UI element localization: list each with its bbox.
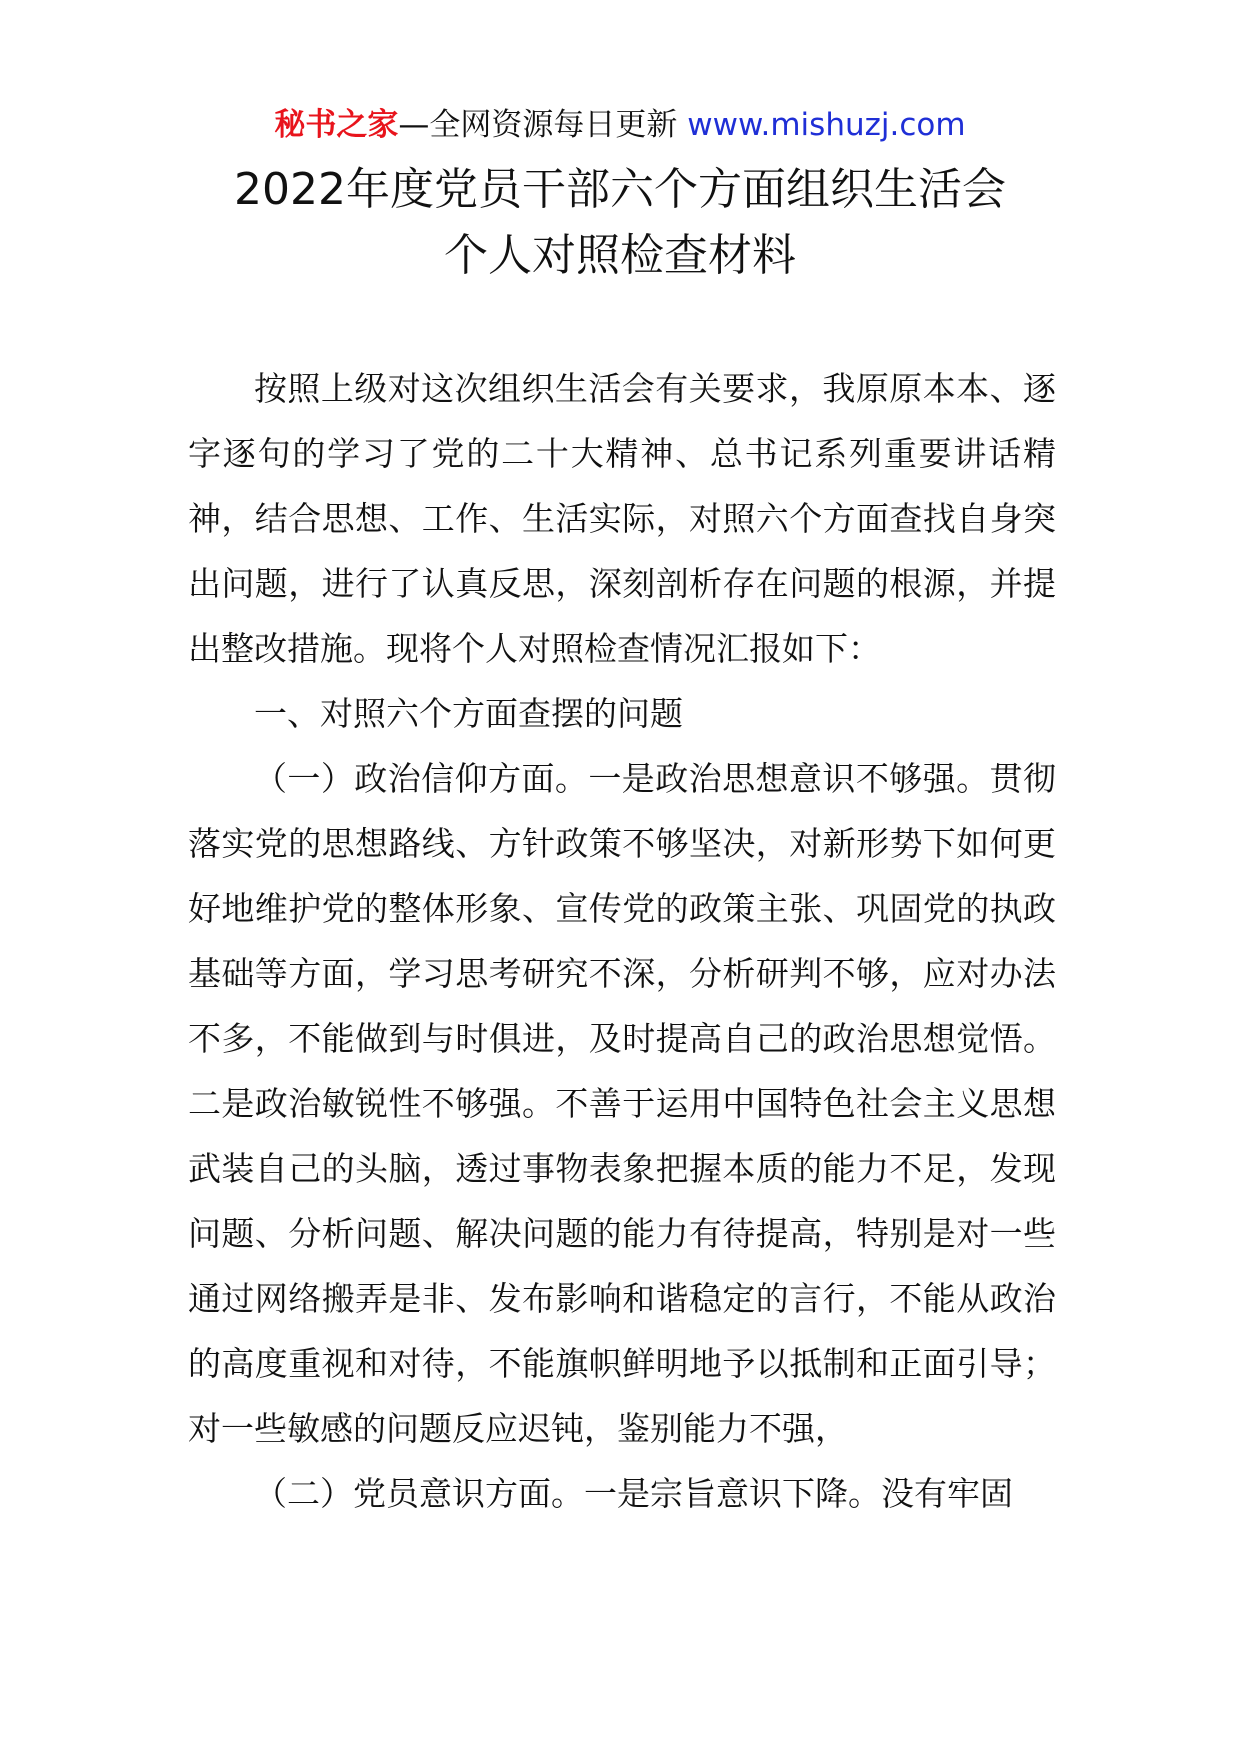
- document-body: [188, 356, 1056, 1526]
- paragraph-intro: 按照上级对这次组织生活会有关要求，我原原本本、逐字逐句的学习了党的二十大精神、总书记系列重要讲话精神，结合思想、工作、生活实际，对照六个方面查找自身突出问题，进行了认真反思，深刻剖析存在问题的根源，并提出整改措施。现将个人对照检查情况汇报如下：: [188, 369, 1056, 668]
- paragraph-party-awareness: （二）党员意识方面。一是宗旨意识下降。没有牢固: [254, 1474, 1013, 1513]
- source-header: [0, 100, 1240, 150]
- brand-name: 秘书之家: [274, 107, 399, 143]
- document-title-line-2: 个人对照检查材料: [444, 230, 796, 281]
- website-link[interactable]: www.mishuzj.com: [687, 107, 966, 143]
- section-heading-1: 一、对照六个方面查摆的问题: [254, 694, 683, 733]
- document-title-line-1: 2022年度党员干部六个方面组织生活会: [234, 164, 1006, 215]
- header-slogan: —全网资源每日更新: [398, 107, 678, 143]
- paragraph-political-belief: （一）政治信仰方面。一是政治思想意识不够强。贯彻落实党的思想路线、方针政策不够坚决，对新形势下如何更好地维护党的整体形象、宣传党的政策主张、巩固党的执政基础等方面，学习思考研究不深，分析研判不够，应对办法不多，不能做到与时俱进，及时提高自己的政治思想觉悟。二是政治敏锐性不够强。不善于运用中国特色社会主义思想武装自己的头脑，透过事物表象把握本质的能力不足，发现问题、分析问题、解决问题的能力有待提高，特别是对一些通过网络搬弄是非、发布影响和谐稳定的言行，不能从政治的高度重视和对待，不能旗帜鲜明地予以抵制和正面引导；对一些敏感的问题反应迟钝，鉴别能力不强，: [188, 759, 1056, 1448]
